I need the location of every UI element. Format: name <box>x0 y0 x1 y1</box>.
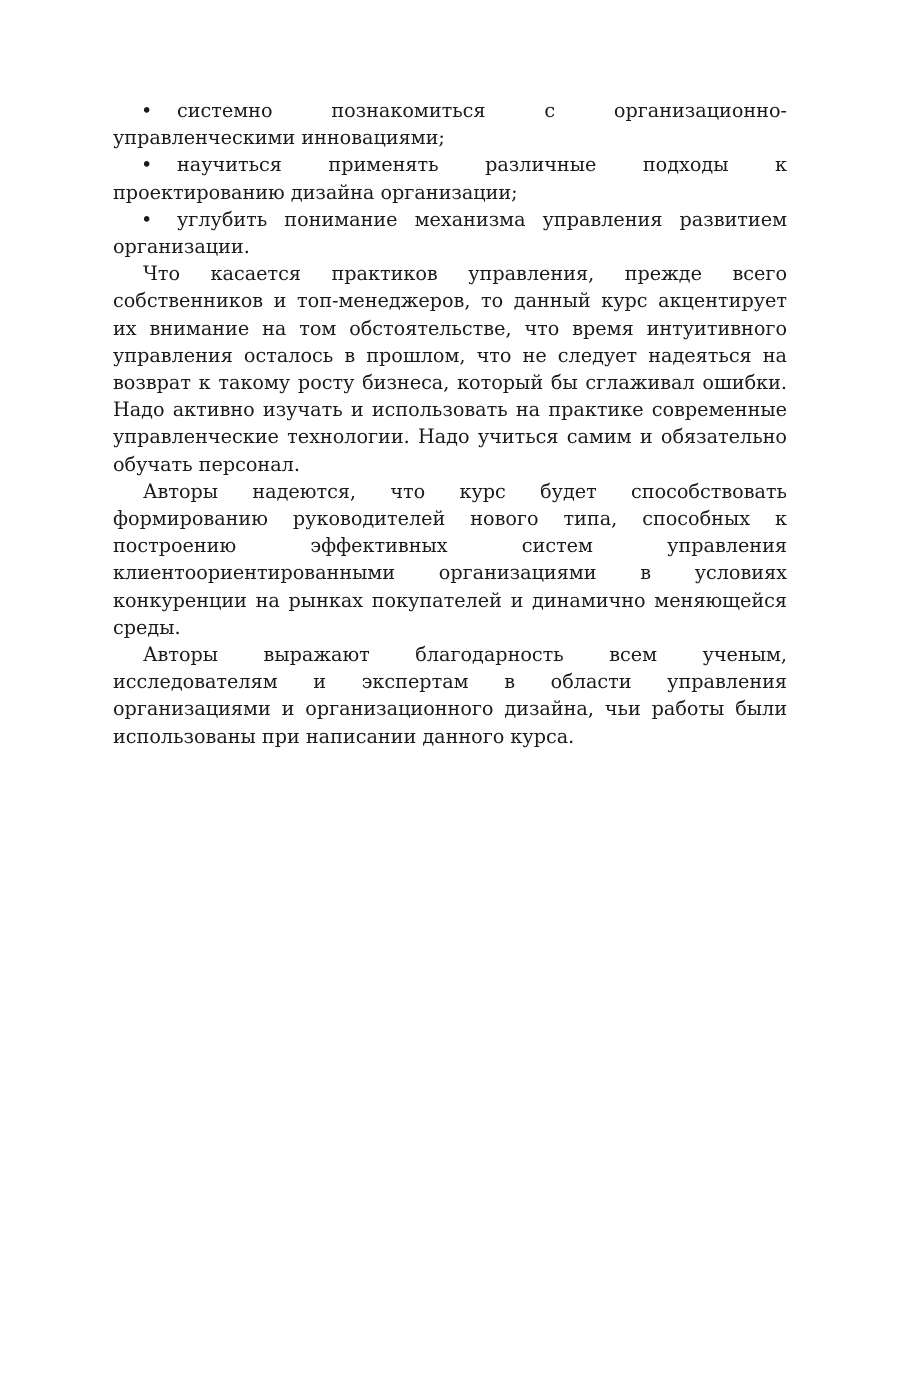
bullet-text: научиться применять различные подходы к проектированию дизайна организации; <box>113 153 787 204</box>
list-item <box>113 151 787 205</box>
bullet-list <box>113 97 787 260</box>
bullet-text: углубить понимание механизма управления развитием организации. <box>113 207 787 259</box>
paragraph-authors-hope: Авторы надеются, что курс будет способствовать формированию руководителей нового типа, способных к построению эффективных систем управления клиентоориентированными организациями в условиях конкуренции на рынках покупателей и динамично меняющейся среды. <box>113 479 787 639</box>
bullet-icon: • <box>141 153 153 177</box>
document-page <box>113 97 787 750</box>
paragraph-acknowledgements: Авторы выражают благодарность всем ученым, исследователям и экспертам в области управления организациями и организационного дизайна, чьи работы были использованы при написании данного курса. <box>113 643 787 748</box>
bullet-icon: • <box>141 207 153 231</box>
list-item <box>113 97 787 151</box>
list-item <box>113 206 787 260</box>
bullet-text: системно познакомиться с организационно-управленческими инновациями; <box>113 99 787 150</box>
paragraph-practitioners: Что касается практиков управления, прежде всего собственников и топ-менеджеров, то данный курс акцентирует их внимание на том обстоятельстве, что время интуитивного управления осталось в прошлом, что не следует надеяться на возврат к такому росту бизнеса, который бы сглаживал ошибки. Надо активно изучать и использовать на практике современные управленческие технологии. Надо учиться самим и обязательно обучать персонал. <box>113 262 787 476</box>
bullet-icon: • <box>141 99 153 122</box>
